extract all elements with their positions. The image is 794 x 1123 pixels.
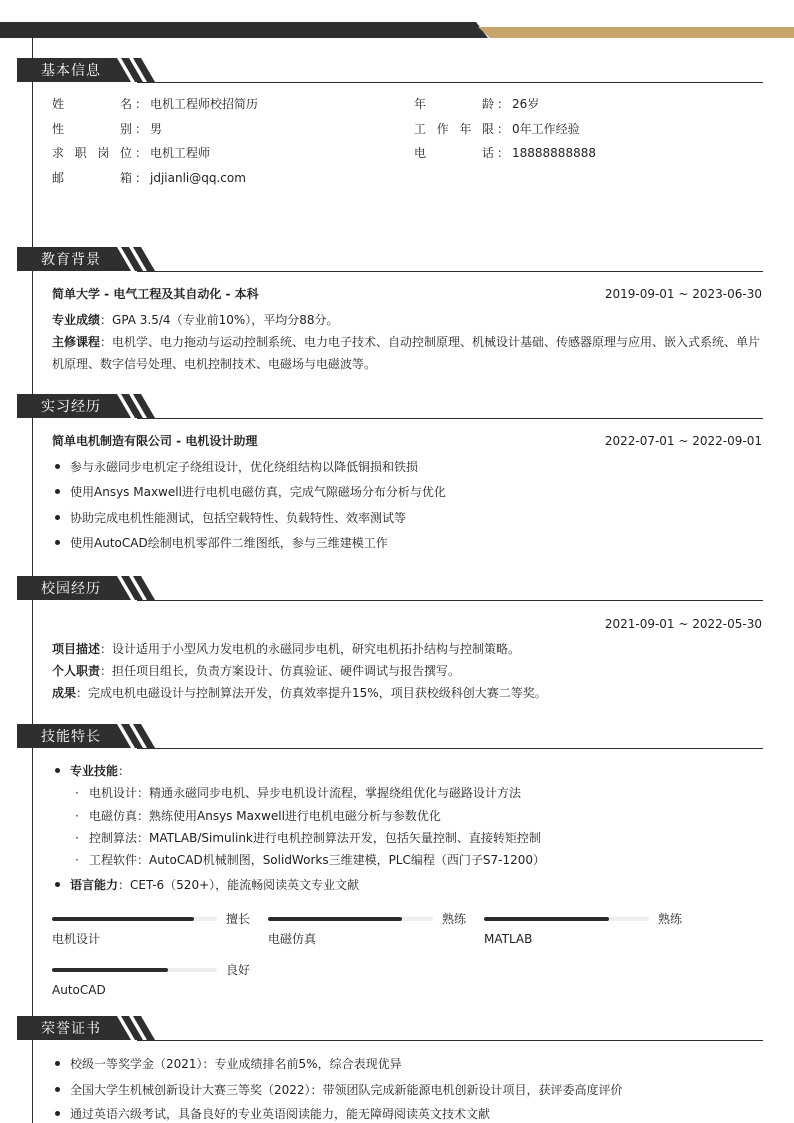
skill-name: 电磁仿真 (268, 932, 317, 946)
skill-bar-track (52, 968, 217, 972)
result-label: 成果 (52, 686, 77, 700)
section-header-honors (17, 1016, 763, 1042)
info-gender: 性别 ： 男 (52, 122, 163, 136)
skill-level: 擅长 (226, 912, 251, 926)
info-value: 18888888888 (512, 146, 596, 160)
info-label: 姓名 (52, 97, 132, 111)
skill-bar-fill (484, 917, 609, 921)
skill-sub-item: · 工程软件：AutoCAD机械制图，SolidWorks三维建模，PLC编程（西门子S7-1200） (75, 853, 545, 867)
info-name: 姓名 ： 电机工程师校招简历 (52, 97, 259, 111)
section-title-internship: 实习经历 (41, 399, 101, 415)
campus-role (52, 660, 762, 682)
list-item: 全国大学生机械创新设计大赛三等奖（2022）：带领团队完成新能源电机创新设计项目，获评委高度评价 (55, 1081, 623, 1099)
info-label: 性别 (52, 122, 132, 136)
section-title-campus: 校园经历 (41, 581, 101, 597)
skill-bar-track (484, 917, 649, 921)
section-rule (137, 1040, 763, 1041)
info-email: 邮箱 ： jdjianli@qq.com (52, 171, 246, 185)
info-phone: 电话 ： 18888888888 (414, 146, 596, 160)
list-item: 通过英语六级考试，具备良好的专业英语阅读能力，能无障碍阅读英文技术文献 (55, 1105, 490, 1123)
internship-title: 简单电机制造有限公司 - 电机设计助理 (52, 434, 258, 448)
list-item: 校级一等奖学金（2021）：专业成绩排名前5%，综合表现优异 (55, 1055, 402, 1073)
education-courses (52, 331, 762, 375)
list-item: 参与永磁同步电机定子绕组设计，优化绕组结构以降低铜损和铁损 (55, 458, 418, 476)
desc-label: 项目描述 (52, 642, 101, 656)
info-value: jdjianli@qq.com (150, 171, 246, 185)
section-header-basic (17, 58, 763, 84)
info-label: 邮箱 (52, 171, 132, 185)
info-label: 电话 (414, 146, 494, 160)
info-value: 电机工程师 (150, 146, 211, 160)
skill-bar (52, 905, 252, 949)
section-header-education (17, 247, 763, 273)
info-label: 年龄 (414, 97, 494, 111)
info-job: 求职岗位 ： 电机工程师 (52, 146, 211, 160)
desc-text: ：设计适用于小型风力发电机的永磁同步电机，研究电机拓扑结构与控制策略。 (100, 642, 521, 656)
score-label: 专业成绩 (52, 313, 101, 327)
list-item: 协助完成电机性能测试，包括空载特性、负载特性、效率测试等 (55, 509, 406, 527)
top-banner (0, 0, 794, 40)
skill-sub-item: · 电磁仿真：熟练使用Ansys Maxwell进行电机电磁分析与参数优化 (75, 809, 441, 823)
role-text: ：担任项目组长，负责方案设计、仿真验证、硬件调试与报告撰写。 (100, 664, 461, 678)
section-rule (137, 600, 763, 601)
result-text: ：完成电机电磁设计与控制算法开发，仿真效率提升15%，项目获校级科创大赛二等奖。 (76, 686, 547, 700)
campus-date: 2021-09-01 ~ 2022-05-30 (604, 617, 762, 631)
education-title: 简单大学 - 电气工程及其自动化 - 本科 (52, 287, 259, 301)
info-age: 年龄 ： 26岁 (414, 97, 540, 111)
skill-bar (484, 905, 684, 949)
section-title-honors: 荣誉证书 (41, 1021, 101, 1037)
section-header-skills (17, 724, 763, 750)
campus-desc (52, 638, 762, 660)
courses-text: ：电机学、电力拖动与运动控制系统、电力电子技术、自动控制原理、机械设计基础、传感器原理与应用、嵌入式系统、单片机原理、数字信号处理、电机控制技术、电磁场与电磁波等。 (52, 335, 761, 371)
skill-bar-track (52, 917, 217, 921)
section-header-campus (17, 576, 763, 602)
info-value: 0年工作经验 (512, 122, 580, 136)
skill-bar (52, 956, 252, 1000)
section-rule (137, 271, 763, 272)
skill-level: 良好 (226, 963, 251, 977)
skills-language: 语言能力：CET-6（520+），能流畅阅读英文专业文献 (55, 876, 359, 894)
skill-name: AutoCAD (52, 983, 106, 997)
internship-date: 2022-07-01 ~ 2022-09-01 (604, 434, 762, 448)
list-item: 使用Ansys Maxwell进行电机电磁仿真，完成气隙磁场分布分析与优化 (55, 483, 446, 501)
score-text: ：GPA 3.5/4（专业前10%），平均分88分。 (100, 313, 339, 327)
info-label: 求职岗位 (52, 146, 132, 160)
section-title-skills: 技能特长 (41, 729, 101, 745)
education-date: 2019-09-01 ~ 2023-06-30 (604, 287, 762, 301)
section-title-basic: 基本信息 (41, 63, 101, 79)
skills-pro-heading: 专业技能： (55, 762, 130, 780)
list-item: 使用AutoCAD绘制电机零部件二维图纸，参与三维建模工作 (55, 534, 388, 552)
internship-header (52, 432, 762, 450)
education-score (52, 309, 762, 331)
campus-result (52, 682, 762, 704)
skill-bar-fill (268, 917, 402, 921)
skill-bar-fill (52, 968, 168, 972)
info-label: 工作年限 (414, 122, 494, 136)
role-label: 个人职责 (52, 664, 101, 678)
skill-sub-item: · 控制算法：MATLAB/Simulink进行电机控制算法开发，包括矢量控制、直接转矩控制 (75, 831, 541, 845)
skill-level: 熟练 (658, 912, 683, 926)
section-rule (137, 418, 763, 419)
skill-bar-fill (52, 917, 194, 921)
section-header-internship (17, 394, 763, 420)
courses-label: 主修课程 (52, 335, 101, 349)
skill-name: 电机设计 (52, 932, 101, 946)
skill-level: 熟练 (442, 912, 467, 926)
section-title-education: 教育背景 (41, 252, 101, 268)
info-years: 工作年限 ： 0年工作经验 (414, 122, 580, 136)
skill-sub-item: · 电机设计：精通永磁同步电机、异步电机设计流程，掌握绕组优化与磁路设计方法 (75, 786, 522, 800)
skill-bar (268, 905, 468, 949)
info-value: 26岁 (512, 97, 540, 111)
section-rule (137, 748, 763, 749)
skill-name: MATLAB (484, 932, 533, 946)
section-rule (137, 82, 763, 83)
education-header (52, 285, 762, 303)
info-value: 男 (150, 122, 163, 136)
info-value: 电机工程师校招简历 (150, 97, 259, 111)
skill-bar-track (268, 917, 433, 921)
